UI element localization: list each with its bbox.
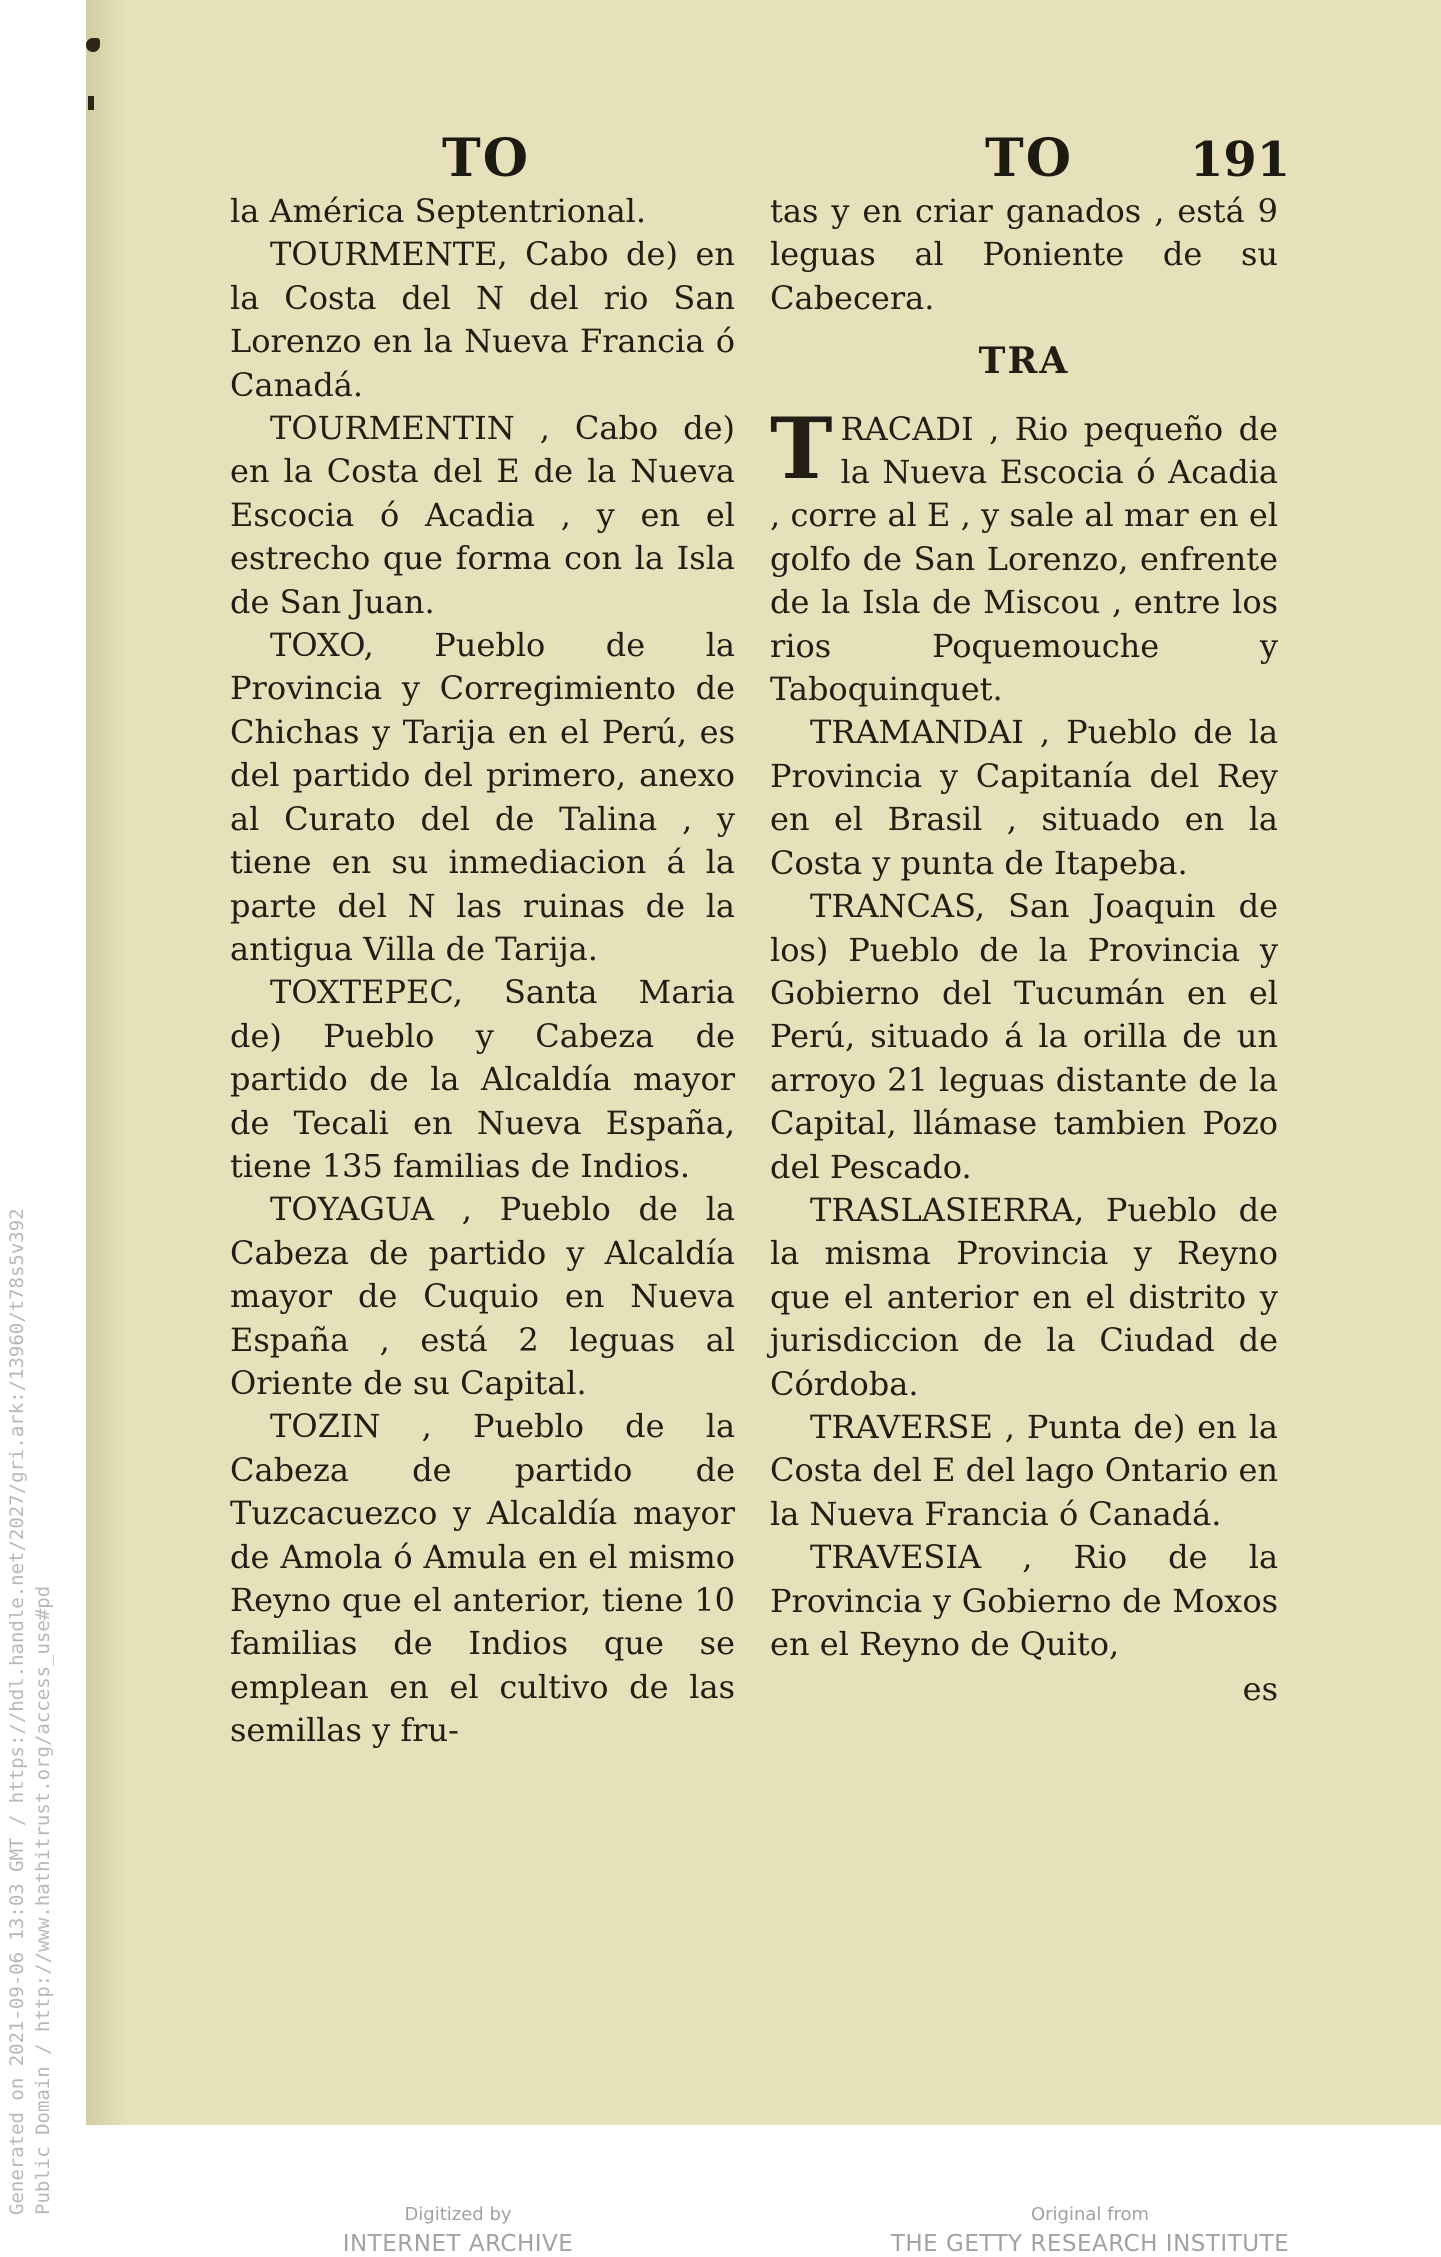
entry-headword: RACADI ,	[840, 409, 1000, 448]
entry-paragraph: TOURMENTIN , Cabo de) en la Costa del E de la Nueva Escocia ó Acadia , y en el estrecho que forma con la Isla de San Juan.	[230, 409, 735, 621]
entry-paragraph: TRAVERSE , Punta de) en la Costa del E del lago Ontario en la Nueva Francia ó Canadá.	[770, 1407, 1279, 1533]
entry-paragraph: TRANCAS, San Joaquin de los) Pueblo de la Provincia y Gobierno del Tucumán en el Perú, situado á la orilla de un arroyo 21 leguas distante de la Capital, llámase tambien Pozo del Pescado.	[770, 887, 1278, 1186]
entry-paragraph: TOYAGUA , Pueblo de la Cabeza de partido y Alcaldía mayor de Cuquio en Nueva España , está 2 leguas al Oriente de su Capital.	[230, 1190, 736, 1402]
entry-headword: TOXO,	[270, 626, 374, 665]
ink-blot	[86, 38, 100, 52]
section-heading: TRA	[978, 340, 1070, 383]
running-head-left: TO	[442, 128, 530, 189]
entry-headword: TRAVESIA ,	[810, 1538, 1033, 1577]
entry-headword: TRASLASIERRA,	[810, 1190, 1085, 1229]
entry-headword: TRANCAS,	[810, 887, 986, 926]
entry-paragraph: TRAMANDAI , Pueblo de la Provincia y Capitanía del Rey en el Brasil , situado en la Costa y punta de Itapeba.	[770, 713, 1279, 882]
ink-mark	[88, 96, 94, 110]
entry-headword: TRAMANDAI ,	[810, 713, 1051, 752]
original-from-credit	[870, 2204, 1310, 2257]
entry-headword: TOXTEPEC,	[270, 973, 463, 1012]
entry-paragraph: TOXTEPEC, Santa Maria de) Pueblo y Cabeza de partido de la Alcaldía mayor de Tecali en Nueva España, tiene 135 familias de Indios.	[230, 973, 735, 1185]
page-number: 191	[1190, 132, 1291, 188]
entry-paragraph: TOXO, Pueblo de la Provincia y Corregimiento de Chichas y Tarija en el Perú, es del partido del primero, anexo al Curato del de Talina , y tiene en su inmediacion á la parte del N las ruinas de la antigua Villa de Tarija.	[230, 626, 736, 968]
digitizer-name: INTERNET ARCHIVE	[342, 2231, 574, 2257]
drop-cap: T	[770, 398, 833, 498]
license-stamp-line: Public Domain / http://www.hathitrust.org/access_use#pd	[32, 1585, 54, 2215]
generation-stamp-line: Generated on 2021-09-06 13:03 GMT / https://hdl.handle.net/2027/gri.ark:/13960/t78s5v392	[6, 1208, 28, 2215]
entry-paragraph: tas y en criar ganados , está 9 leguas al Poniente de su Cabecera.	[770, 192, 1278, 317]
generation-stamp	[4, 1208, 56, 2215]
original-from-label: Original from	[1030, 2204, 1150, 2225]
entry-paragraph: TRACADI , Rio pequeño de la Nueva Escocia ó Acadia , corre al E , y sale al mar en el golfo de San Lorenzo, enfrente de la Isla de Miscou , entre los rios Poquemouche y Taboquinquet.	[770, 398, 1278, 709]
entry-paragraph: TRAVESIA , Rio de la Provincia y Gobierno de Moxos en el Reyno de Quito,	[770, 1538, 1279, 1663]
entry-paragraph: la América Septentrional.	[230, 192, 647, 230]
source-institution: THE GETTY RESEARCH INSTITUTE	[890, 2231, 1290, 2257]
entry-headword: TRAVERSE ,	[810, 1407, 1015, 1446]
left-column	[230, 190, 735, 1753]
catchword: es	[1242, 1670, 1278, 1709]
entry-headword: TOURMENTIN ,	[270, 409, 550, 448]
entry-paragraph: TOURMENTE, Cabo de) en la Costa del N del rio San Lorenzo en la Nueva Francia ó Canadá.	[230, 235, 735, 404]
running-head-right: TO	[985, 128, 1073, 189]
digitized-by-credit	[238, 2204, 678, 2257]
digitized-by-label: Digitized by	[404, 2204, 512, 2225]
entry-headword: TOZIN ,	[270, 1407, 432, 1446]
entry-paragraph: TRASLASIERRA, Pueblo de la misma Provincia y Reyno que el anterior en el distrito y jurisdiccion de la Ciudad de Córdoba.	[770, 1190, 1279, 1403]
right-column	[770, 190, 1278, 1711]
entry-headword: TOURMENTE,	[270, 235, 508, 274]
entry-paragraph: TOZIN , Pueblo de la Cabeza de partido de Tuzcacuezco y Alcaldía mayor de Amola ó Amula en el mismo Reyno que el anterior, tiene 10 familias de Indios que se emplean en el cultivo de las semillas y fru-	[230, 1407, 736, 1750]
entry-headword: TOYAGUA ,	[270, 1190, 472, 1229]
